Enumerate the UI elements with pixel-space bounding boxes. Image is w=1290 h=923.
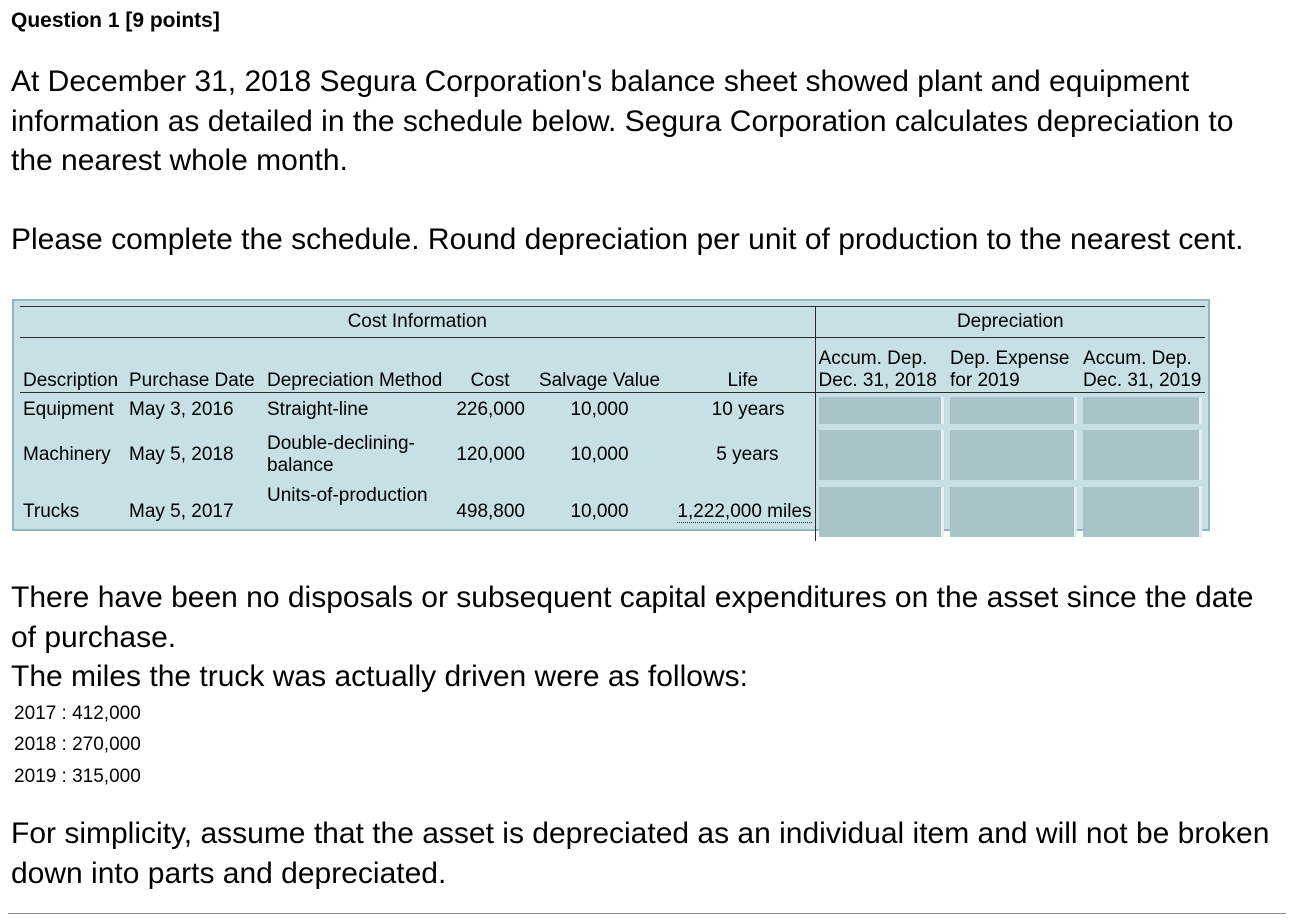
row-purchase-date: May 5, 2018 — [129, 444, 234, 465]
col-description: Description — [20, 338, 126, 393]
capex-note: There have been no disposals or subsequent capital expenditures on the asset since the date of purchase. — [11, 581, 1254, 654]
row-salvage: 10,000 — [570, 501, 629, 522]
question-title: Question 1 [9 points] — [11, 9, 220, 32]
row-description: Trucks — [23, 501, 80, 522]
row-cost: 498,800 — [456, 501, 525, 522]
row-life: 5 years — [716, 444, 779, 465]
instruction-paragraph: Please complete the schedule. Round depreciation per unit of production to the nearest cent. — [11, 223, 1244, 256]
row-method: Units-of-production — [267, 485, 428, 506]
bottom-divider — [8, 913, 1286, 914]
schedule-table — [20, 306, 1205, 541]
row-life: 10 years — [711, 399, 785, 420]
row-purchase-date: May 3, 2016 — [129, 399, 234, 420]
miles-2018: 2018 : 270,000 — [14, 734, 141, 755]
equipment-accum-dep-2018-input[interactable] — [819, 397, 945, 424]
row-description: Equipment — [23, 399, 114, 420]
notes-block — [11, 578, 1276, 697]
equipment-dep-expense-2019-input[interactable] — [950, 397, 1077, 424]
row-life — [671, 483, 815, 541]
depreciation-schedule — [12, 299, 1210, 531]
row-salvage: 10,000 — [570, 444, 629, 465]
col-accum-dep-2018: Accum. Dep. Dec. 31, 2018 — [815, 338, 947, 393]
col-accum-dep-2019: Accum. Dep. Dec. 31, 2019 — [1080, 338, 1205, 393]
col-purchase-date: Purchase Date — [126, 338, 264, 393]
simplicity-note: For simplicity, assume that the asset is depreciated as an individual item and will not be broken down into parts and depreciated. — [11, 817, 1270, 890]
row-cost: 226,000 — [456, 399, 525, 420]
cost-information-header: Cost Information — [20, 307, 815, 338]
intro-paragraph: At December 31, 2018 Segura Corporation's balance sheet showed plant and equipment information as detailed in the schedule below. Segura Corporation calculates depreciation to the nearest whole month. — [11, 65, 1234, 177]
trucks-accum-dep-2018-input[interactable] — [819, 487, 945, 537]
miles-2017: 2017 : 412,000 — [14, 703, 141, 724]
machinery-dep-expense-2019-input[interactable] — [950, 430, 1077, 480]
row-method: Double-declining-balance — [267, 433, 415, 476]
trucks-accum-dep-2019-input[interactable] — [1083, 487, 1202, 537]
equipment-accum-dep-2019-input[interactable] — [1083, 397, 1202, 424]
col-life: Life — [671, 338, 815, 393]
trucks-dep-expense-2019-input[interactable] — [950, 487, 1077, 537]
table-row — [20, 393, 1205, 428]
col-depreciation-method: Depreciation Method — [264, 338, 452, 393]
col-dep-expense-2019: Dep. Expense for 2019 — [947, 338, 1080, 393]
row-description: Machinery — [23, 444, 111, 465]
table-row — [20, 483, 1205, 541]
row-method: Straight-line — [267, 399, 369, 420]
machinery-accum-dep-2019-input[interactable] — [1083, 430, 1202, 480]
miles-note: The miles the truck was actually driven were as follows: — [11, 660, 748, 693]
table-row — [20, 427, 1205, 483]
miles-2019: 2019 : 315,000 — [14, 766, 141, 787]
row-salvage: 10,000 — [570, 399, 629, 420]
col-cost: Cost — [452, 338, 528, 393]
col-salvage-value: Salvage Value — [528, 338, 671, 393]
life-miles-tooltip[interactable]: 1,222,000 miles — [677, 501, 812, 522]
depreciation-header: Depreciation — [815, 307, 1205, 338]
row-cost: 120,000 — [456, 444, 525, 465]
machinery-accum-dep-2018-input[interactable] — [819, 430, 945, 480]
row-purchase-date: May 5, 2017 — [129, 501, 234, 522]
